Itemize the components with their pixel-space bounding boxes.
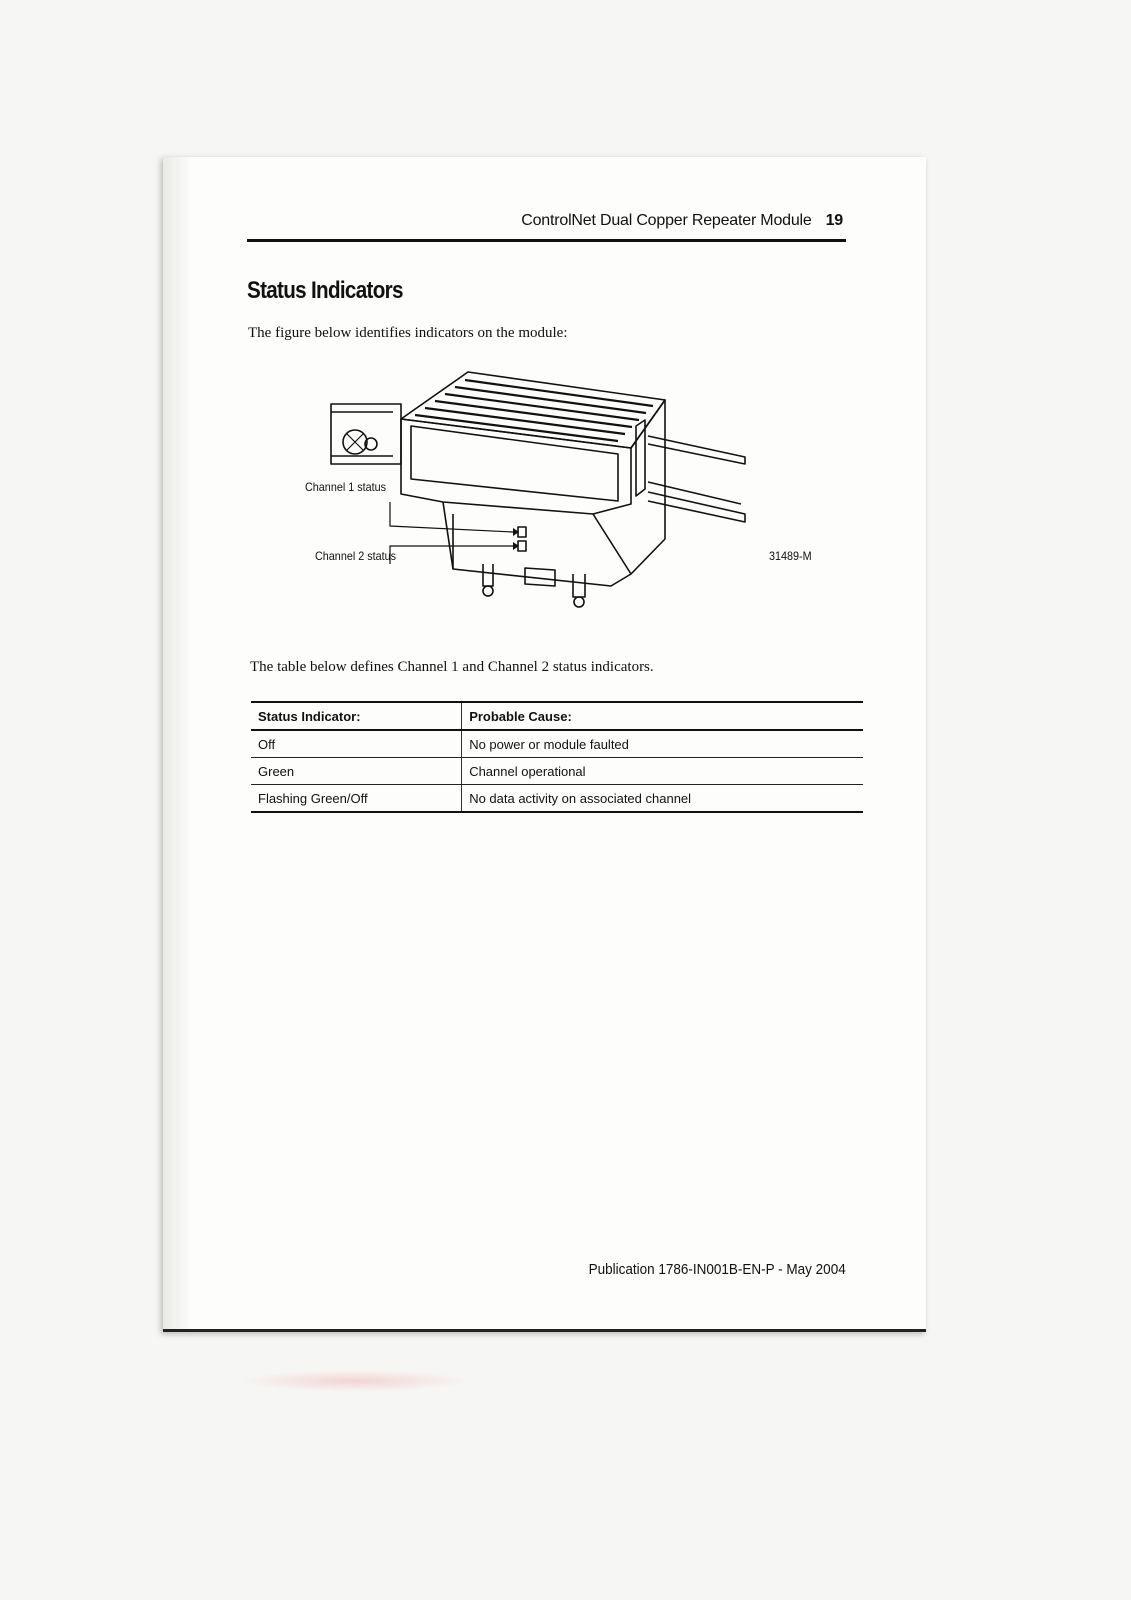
- table-row: [251, 730, 863, 758]
- status-cell: Green: [251, 758, 462, 785]
- cause-cell: No data activity on associated channel: [462, 785, 863, 813]
- module-figure: [293, 364, 833, 649]
- column-header-status: Status Indicator:: [251, 702, 462, 730]
- paper-stain: [240, 1370, 470, 1392]
- figure-intro-text: The figure below identifies indicators on the module:: [248, 325, 568, 341]
- table-row: [251, 785, 863, 813]
- status-indicator-table: [251, 701, 863, 813]
- cause-cell: Channel operational: [462, 758, 863, 785]
- repeater-module-illustration: [293, 364, 833, 649]
- cause-cell: No power or module faulted: [462, 730, 863, 758]
- header-title: ControlNet Dual Copper Repeater Module: [521, 212, 812, 229]
- status-cell: Flashing Green/Off: [251, 785, 462, 813]
- channel2-status-label: Channel 2 status: [315, 549, 397, 563]
- channel1-status-label: Channel 1 status: [305, 480, 387, 494]
- figure-id-label: 31489-M: [769, 549, 812, 563]
- document-page: [163, 157, 926, 1332]
- page-number: 19: [825, 212, 843, 229]
- publication-footer: Publication 1786-IN001B-EN-P - May 2004: [588, 1261, 846, 1278]
- table-intro-text: The table below defines Channel 1 and Channel 2 status indicators.: [250, 659, 654, 675]
- table-row: [251, 758, 863, 785]
- page-spine: [163, 157, 189, 1329]
- header-rule: [247, 239, 846, 242]
- table-header-row: [251, 702, 863, 730]
- running-header: [521, 212, 843, 230]
- column-header-cause: Probable Cause:: [462, 702, 863, 730]
- section-title: Status Indicators: [247, 277, 403, 304]
- status-cell: Off: [251, 730, 462, 758]
